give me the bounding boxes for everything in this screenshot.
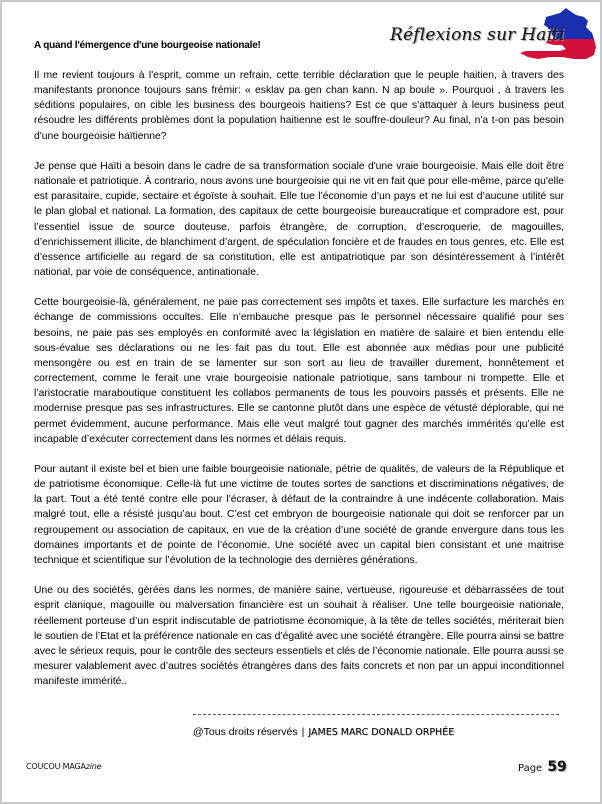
magazine-name xyxy=(26,762,101,771)
page-number: 59 xyxy=(547,759,567,775)
article-paragraph: Pour autant il existe bel et bien une faible bourgeoisie nationale, pétrie de qualités, de valeurs de la République et de patriotisme économique. Celle-là fut une victime de toutes sortes de sanctions et discriminations négatives, de la part. Tout a été tenté contre elle pour l’écraser, à défaut de la contraindre à une indécente collaboration. Mais malgré tout, elle a résisté jusqu’au bout. C’est cet embryon de bourgeoisie nationale qui doit se renforcer par un regroupement ou association de capitaux, en vue de la création d’une société de grande envergure dans tous les domaines importants et de pointe de l’économie. Une société avec un capital bien consistant et une maitrise technique et scientifique sur l’évolution de la technologie des dernières générations. xyxy=(34,464,564,566)
article-paragraph: Cette bourgeoisie-là, généralement, ne paie pas correctement ses impôts et taxes. Elle surfacture les marchés en échange de commissions occultes. Elle n’embauche presque pas le personnel nécessaire qualifié pour ses besoins, ne paie pas ses employés en conformité avec la législation en matière de salaire et bien entendu elle sous-évalue ses déclarations ou ne les fait pas du tout. Elle est abonnée aux médias pour une publicité mensongère ou est en train de se lamenter sur son sort au lieu de travailler durement, honnêtement et correctement, comme le ferait une vraie bourgeoisie nationale patriotique, sans tambour ni trompette. Elle et l’aristocratie maraboutique constituent les collabos permanents de tous les pouvoirs passés et présents. Elle ne modernise presque pas ses infrastructures. Elle se cantonne plutôt dans une espèce de vétusté déplorable, qui ne permet évidemment, aucune performance. Mais elle veut malgré tout gagner des marchés immérités qu’elle est incapable d’exécuter correctement dans les normes et délais requis. xyxy=(34,297,564,445)
signature xyxy=(193,726,454,738)
copyright-notice: @Tous droits réservés xyxy=(193,726,298,738)
logo-text: Réflexions sur Haïti xyxy=(390,25,565,45)
header-logo xyxy=(388,7,598,65)
article-paragraph: Il me revient toujours à l'esprit, comme un refrain, cette terrible déclaration que le peuple haitien, à travers des manifestants prononce toujours sans frémir: « esklav pa gen chan kann. N ap boule ». Pourquoi , à travers les séditions populaires, on cible les business des bourgeois haitiens? Est ce que s'attaquer à leurs business peut résoudre les différents problèmes dont la population haitienne est le souffre-douleur? Au final, n'a t-on pas besoin d'une bourgeoisie haïtienne? xyxy=(34,70,564,142)
magazine-name-suffix: zine xyxy=(85,762,102,771)
author-name: JAMES MARC DONALD ORPHÉE xyxy=(308,727,455,738)
page-indicator xyxy=(518,756,567,775)
article-paragraph: Je pense que Haïti a besoin dans le cadre de sa transformation sociale d'une vraie bourgeoisie. Mais elle doit être nationale et patriotique. À contrario, nous avons une bourgeoisie qui ne vit en fait que pour elle-même, parce qu'elle est parasitaire, cupide, sectaire et égoïste à souhait. Elle tue l’économie d’un pays et ne lui est d’aucune utilité sur le plan global et national. La formation, des capitaux de cette bourgeoisie bureaucratique et compradore est, pour l’essentiel issue de source douteuse, parfois étrangère, de corruption, d’escroquerie, de magouilles, d’enrichissement illicite, de blanchiment d’argent, de spéculation foncière et de fraudes en tous genres, etc. Elle est d’essence artificielle au regard de sa constitution, elle est antipatriotique par son désintéressement à l’intérêt national, par voie de conséquence, antinationale. xyxy=(34,160,564,279)
signature-divider xyxy=(193,714,559,715)
article-body xyxy=(34,68,564,704)
magazine-name-main: COUCOU MAGA xyxy=(26,762,86,771)
page-label: Page xyxy=(518,763,543,774)
article-title: A quand l'émergence d'une bourgeoise nationale! xyxy=(34,40,261,51)
article-paragraph: Une ou des sociétés, gérées dans les normes, de manière saine, vertueuse, rigoureuse et débarrassées de tout esprit clanique, magouille ou malversation financière est un souhait à réaliser. Une telle bourgeoisie nationale, réellement porteuse d’un esprit indiscutable de patriotisme économique, à la tête de telles sociétés, mériterait bien le soutien de l’Etat et la préférence nationale en cas d’égalité avec une société étrangère. Elle pourra ainsi se battre avec le sérieux requis, pour le contrôle des secteurs essentiels et clés de l’économie nationale. Elle pourra aussi se mesurer valablement avec d’autres sociétés étrangères dans des faits concrets et non par un appui inconditionnel manifeste immérité.. xyxy=(34,585,564,688)
signature-separator: | xyxy=(301,726,305,738)
